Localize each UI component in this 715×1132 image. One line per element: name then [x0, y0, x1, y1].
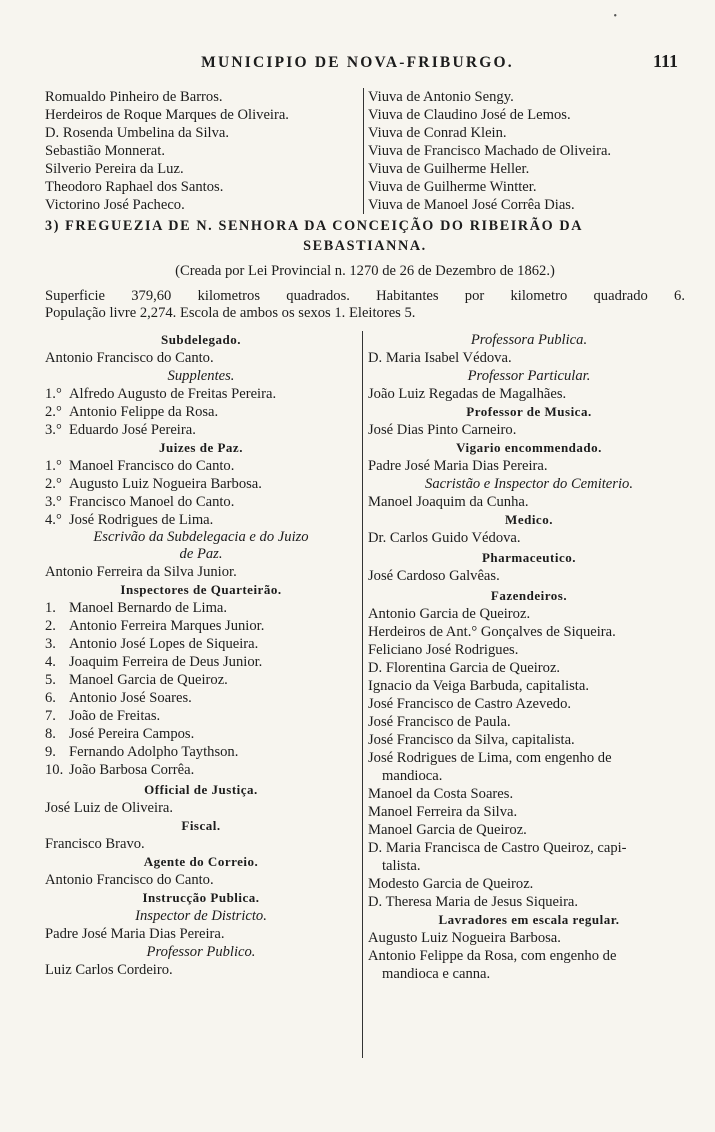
heading-professor-publico: Professor Publico.	[146, 944, 256, 960]
list-item: D. Theresa Maria de Jesus Siqueira.	[368, 894, 579, 910]
item-name: Francisco Manoel do Canto.	[69, 494, 235, 510]
pharmaceutico-name: José Cardoso Galvêas.	[368, 568, 500, 584]
item-name: Manoel Garcia de Queiroz.	[69, 672, 228, 688]
list-item	[45, 493, 357, 511]
inspector-name: Padre José Maria Dias Pereira.	[45, 926, 225, 942]
item-number: 9.	[45, 744, 56, 760]
list-item: D. Maria Francisca de Castro Queiroz, capi-	[368, 840, 627, 856]
list-item: mandioca.	[382, 768, 443, 784]
item-number: 10.	[45, 762, 64, 778]
heading-medico: Medico.	[505, 512, 553, 527]
list-item	[45, 385, 357, 403]
heading-supplentes: Supplentes.	[167, 368, 235, 384]
item-number: 2.	[45, 618, 56, 634]
item-name: José Rodrigues de Lima.	[69, 512, 214, 528]
heading-professora-publica: Professora Publica.	[470, 332, 588, 348]
item-name: Manoel Bernardo de Lima.	[69, 600, 228, 616]
list-item	[45, 707, 357, 725]
list-item: José Francisco de Castro Azevedo.	[368, 696, 572, 712]
list-item: Viuva de Claudino José de Lemos.	[368, 107, 571, 123]
heading-agente-correio: Agente do Correio.	[143, 854, 259, 869]
heading-escrivao-line1: Escrivão da Subdelegacia e do Juizo	[93, 529, 309, 545]
list-item: Viuva de Guilherme Wintter.	[368, 179, 537, 195]
item-name: João de Freitas.	[69, 708, 161, 724]
vigario-name: Padre José Maria Dias Pereira.	[368, 458, 548, 474]
item-number: 2.°	[45, 476, 62, 492]
item-number: 3.°	[45, 494, 62, 510]
sacristao-name: Manoel Joaquim da Cunha.	[368, 494, 529, 510]
item-name: Fernando Adolpho Taythson.	[69, 744, 239, 760]
item-name: Antonio Felippe da Rosa.	[69, 404, 219, 420]
item-number: 1.°	[45, 458, 62, 474]
list-item: Herdeiros de Roque Marques de Oliveira.	[45, 107, 289, 123]
list-item: Manoel Ferreira da Silva.	[368, 804, 518, 820]
professor-name: Luiz Carlos Cordeiro.	[45, 962, 173, 978]
heading-juizes: Juizes de Paz.	[159, 440, 243, 455]
item-number: 1.°	[45, 386, 62, 402]
item-number: 7.	[45, 708, 56, 724]
item-number: 3.	[45, 636, 56, 652]
heading-escrivao-line2: de Paz.	[179, 546, 223, 562]
list-item: José Rodrigues de Lima, com engenho de	[368, 750, 612, 766]
list-item: Sebastião Monnerat.	[45, 143, 165, 159]
section-title-line2: SEBASTIANNA.	[303, 238, 427, 254]
medico-name: Dr. Carlos Guido Védova.	[368, 530, 521, 546]
professora-name: D. Maria Isabel Védova.	[368, 350, 512, 366]
item-number: 2.°	[45, 404, 62, 420]
heading-instrucao-publica: Instrucção Publica.	[142, 890, 260, 905]
list-item: Ignacio da Veiga Barbuda, capitalista.	[368, 678, 589, 694]
statistics-line2: População livre 2,274. Escola de ambos os sexos 1. Eleitores 5.	[45, 305, 416, 321]
list-item	[45, 457, 357, 475]
statistics-line1: Superficie 379,60 kilometros quadrados. Habitantes por kilometro quadrado 6.	[45, 288, 685, 304]
item-name: Antonio José Lopes de Siqueira.	[69, 636, 259, 652]
list-item	[45, 617, 357, 635]
list-item	[45, 635, 357, 653]
item-number: 4.	[45, 654, 56, 670]
page-number: 111	[652, 51, 678, 71]
list-item	[45, 475, 357, 493]
section-title-line1: 3) FREGUEZIA DE N. SENHORA DA CONCEIÇÃO DO RIBEIRÃO DA	[45, 218, 584, 234]
item-name: Antonio José Soares.	[69, 690, 192, 706]
heading-inspector-districto: Inspector de Districto.	[135, 908, 267, 924]
item-number: 8.	[45, 726, 56, 742]
escrivao-name: Antonio Ferreira da Silva Junior.	[45, 564, 237, 580]
item-number: 3.°	[45, 422, 62, 438]
list-item: Modesto Garcia de Queiroz.	[368, 876, 534, 892]
item-number: 6.	[45, 690, 56, 706]
top-left-list	[45, 88, 360, 214]
list-item: José Francisco de Paula.	[368, 714, 511, 730]
heading-pharmaceutico: Pharmaceutico.	[481, 550, 576, 565]
statistics	[45, 288, 685, 322]
item-number: 1.	[45, 600, 56, 616]
list-item: mandioca e canna.	[382, 966, 491, 982]
heading-fiscal: Fiscal.	[181, 818, 221, 833]
list-item	[45, 743, 357, 761]
left-column	[45, 331, 357, 979]
item-name: Joaquim Ferreira de Deus Junior.	[69, 654, 263, 670]
item-name: Eduardo José Pereira.	[69, 422, 196, 438]
list-item	[45, 761, 357, 779]
heading-fazendeiros: Fazendeiros.	[490, 588, 568, 603]
correio-name: Antonio Francisco do Canto.	[45, 872, 214, 888]
list-item: Viuva de Guilherme Heller.	[368, 161, 530, 177]
list-item: Manoel da Costa Soares.	[368, 786, 514, 802]
list-item	[45, 599, 357, 617]
list-item	[45, 403, 357, 421]
heading-subdelegado: Subdelegado.	[160, 332, 242, 347]
list-item: Manoel Garcia de Queiroz.	[368, 822, 527, 838]
top-right-list	[363, 88, 698, 214]
list-item	[45, 671, 357, 689]
page-header: MUNICIPIO DE NOVA-FRIBURGO.	[201, 54, 514, 71]
heading-professor-musica: Professor de Musica.	[466, 404, 592, 419]
creation-note: (Creada por Lei Provincial n. 1270 de 26 de Dezembro de 1862.)	[175, 263, 555, 279]
item-name: João Barbosa Corrêa.	[69, 762, 195, 778]
item-name: Manoel Francisco do Canto.	[69, 458, 235, 474]
list-item	[45, 421, 357, 439]
list-item: Antonio Felippe da Rosa, com engenho de	[368, 948, 617, 964]
list-item: Feliciano José Rodrigues.	[368, 642, 519, 658]
official-name: José Luiz de Oliveira.	[45, 800, 174, 816]
heading-official-justica: Official de Justiça.	[144, 782, 258, 797]
list-item: José Francisco da Silva, capitalista.	[368, 732, 575, 748]
list-item: Viuva de Francisco Machado de Oliveira.	[368, 143, 612, 159]
heading-escrivao	[45, 529, 357, 563]
section-title	[45, 216, 685, 256]
heading-inspectores: Inspectores de Quarteirão.	[120, 582, 282, 597]
list-item: talista.	[382, 858, 421, 874]
item-name: Augusto Luiz Nogueira Barbosa.	[69, 476, 262, 492]
list-item	[45, 653, 357, 671]
list-item: Viuva de Antonio Sengy.	[368, 89, 514, 105]
list-item	[45, 511, 357, 529]
heading-professor-particular: Professor Particular.	[467, 368, 591, 384]
heading-sacristao: Sacristão e Inspector do Cemiterio.	[425, 476, 633, 492]
list-item: Herdeiros de Ant.° Gonçalves de Siqueira.	[368, 624, 616, 640]
heading-lavradores: Lavradores em escala regular.	[438, 912, 620, 927]
heading-vigario: Vigario encommendado.	[456, 440, 602, 455]
list-item: D. Florentina Garcia de Queiroz.	[368, 660, 561, 676]
item-name: José Pereira Campos.	[69, 726, 195, 742]
right-column	[362, 331, 690, 1058]
corner-mark: •	[613, 11, 617, 22]
item-number: 5.	[45, 672, 56, 688]
item-name: Antonio Ferreira Marques Junior.	[69, 618, 265, 634]
fiscal-name: Francisco Bravo.	[45, 836, 145, 852]
list-item: Antonio Garcia de Queiroz.	[368, 606, 531, 622]
list-item: Viuva de Manoel José Corrêa Dias.	[368, 197, 575, 213]
subdelegado-name: Antonio Francisco do Canto.	[45, 350, 214, 366]
list-item	[45, 725, 357, 743]
item-name: Alfredo Augusto de Freitas Pereira.	[69, 386, 277, 402]
list-item: Romualdo Pinheiro de Barros.	[45, 89, 223, 105]
list-item: Silverio Pereira da Luz.	[45, 161, 184, 177]
list-item: Victorino José Pacheco.	[45, 197, 185, 213]
list-item	[45, 689, 357, 707]
list-item: D. Rosenda Umbelina da Silva.	[45, 125, 230, 141]
list-item: Theodoro Raphael dos Santos.	[45, 179, 224, 195]
item-number: 4.°	[45, 512, 62, 528]
list-item: Viuva de Conrad Klein.	[368, 125, 507, 141]
professor-particular-name: João Luiz Regadas de Magalhães.	[368, 386, 567, 402]
list-item: Augusto Luiz Nogueira Barbosa.	[368, 930, 561, 946]
professor-musica-name: José Dias Pinto Carneiro.	[368, 422, 517, 438]
